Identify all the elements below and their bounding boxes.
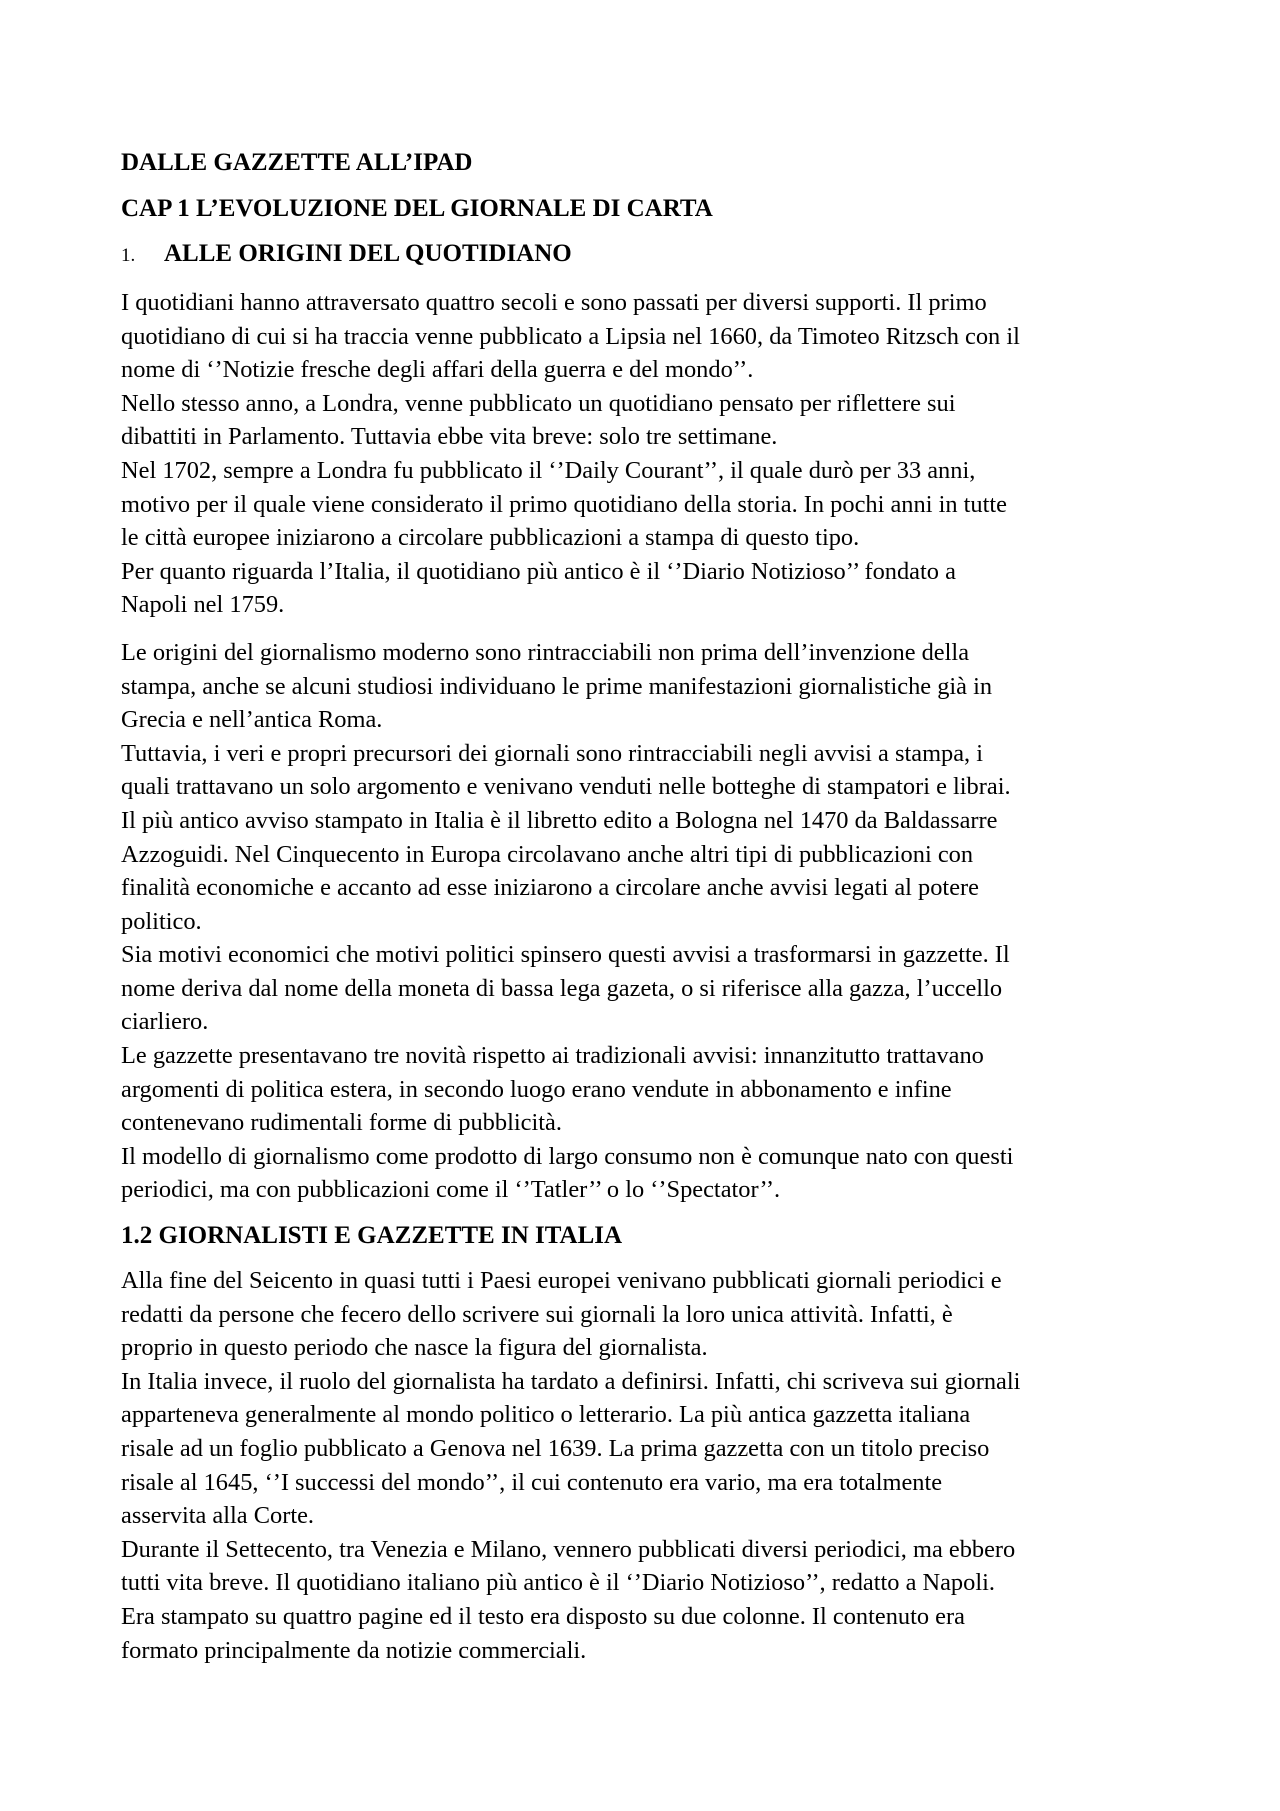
text-line: Per quanto riguarda l’Italia, il quotidiano più antico è il ‘’Diario Notizioso’’ fondato a <box>121 557 956 585</box>
text-line: dibattiti in Parlamento. Tuttavia ebbe vita breve: solo tre settimane. <box>121 423 778 451</box>
text-line: Sia motivi economici che motivi politici spinsero questi avvisi a trasformarsi in gazzette. Il <box>121 941 1010 969</box>
chapter-heading: CAP 1 L’EVOLUZIONE DEL GIORNALE DI CARTA <box>121 195 713 222</box>
text-line: apparteneva generalmente al mondo politico o letterario. La più antica gazzetta italiana <box>121 1401 971 1429</box>
text-line: Le origini del giornalismo moderno sono rintracciabili non prima dell’invenzione della <box>121 638 970 666</box>
text-line: motivo per il quale viene considerato il primo quotidiano della storia. In pochi anni in tutte <box>121 490 1007 518</box>
text-line: Le gazzette presentavano tre novità rispetto ai tradizionali avvisi: innanzitutto trattavano <box>121 1042 984 1070</box>
text-line: periodici, ma con pubblicazioni come il ‘’Tatler’’ o lo ‘’Spectator’’. <box>121 1176 781 1204</box>
text-line: risale ad un foglio pubblicato a Genova nel 1639. La prima gazzetta con un titolo preciso <box>121 1435 990 1462</box>
text-line: le città europee iniziarono a circolare pubblicazioni a stampa di questo tipo. <box>121 524 860 552</box>
text-line: Tuttavia, i veri e propri precursori dei giornali sono rintracciabili negli avvisi a stampa, i <box>121 739 984 767</box>
text-line: Napoli nel 1759. <box>121 591 285 619</box>
text-line: Era stampato su quattro pagine ed il testo era disposto su due colonne. Il contenuto era <box>121 1602 965 1630</box>
text-line: Alla fine del Seicento in quasi tutti i Paesi europei venivano pubblicati giornali periodici e <box>121 1267 1002 1295</box>
text-line: finalità economiche e accanto ad esse iniziarono a circolare anche avvisi legati al potere <box>121 874 979 902</box>
section-title: ALLE ORIGINI DEL QUOTIDIANO <box>164 240 572 267</box>
text-line: formato principalmente da notizie commerciali. <box>121 1636 587 1664</box>
text-line: quali trattavano un solo argomento e venivano venduti nelle botteghe di stampatori e librai. <box>121 773 1011 801</box>
text-line: In Italia invece, il ruolo del giornalista ha tardato a definirsi. Infatti, chi scriveva sui giornali <box>121 1367 1021 1395</box>
text-line: stampa, anche se alcuni studiosi individuano le prime manifestazioni giornalistiche già in <box>121 672 993 700</box>
paragraph-origins <box>121 286 1181 622</box>
text-line: proprio in questo periodo che nasce la figura del giornalista. <box>121 1334 708 1362</box>
text-line: argomenti di politica estera, in secondo luogo erano vendute in abbonamento e infine <box>121 1075 952 1103</box>
text-line: Il più antico avviso stampato in Italia è il libretto edito a Bologna nel 1470 da Baldassarre <box>121 806 998 834</box>
text-line: quotidiano di cui si ha traccia venne pubblicato a Lipsia nel 1660, da Timoteo Ritzsch con il <box>121 322 1020 350</box>
paragraph-italy <box>121 1264 1181 1667</box>
text-line: nome deriva dal nome della moneta di bassa lega gazeta, o si riferisce alla gazza, l’uccello <box>121 974 1003 1002</box>
text-line: risale al 1645, ‘’I successi del mondo’’, il cui contenuto era vario, ma era totalmente <box>121 1468 943 1496</box>
text-line: politico. <box>121 907 202 935</box>
text-line: tutti vita breve. Il quotidiano italiano più antico è il ‘’Diario Notizioso’’, redatto a Napoli. <box>121 1569 995 1597</box>
paragraph-precursors <box>121 636 1181 1207</box>
text-line: Nel 1702, sempre a Londra fu pubblicato il ‘’Daily Courant’’, il quale durò per 33 anni, <box>121 456 976 484</box>
text-line: Azzoguidi. Nel Cinquecento in Europa circolavano anche altri tipi di pubblicazioni con <box>121 840 974 868</box>
section-heading-2: 1.2 GIORNALISTI E GAZZETTE IN ITALIA <box>121 1222 623 1250</box>
document-page <box>121 148 1181 1667</box>
section-number: 1. <box>121 245 136 266</box>
text-line: Il modello di giornalismo come prodotto di largo consumo non è comunque nato con questi <box>121 1142 1014 1170</box>
text-line: nome di ‘’Notizie fresche degli affari della guerra e del mondo’’. <box>121 356 754 384</box>
text-line: redatti da persone che fecero dello scrivere sui giornali la loro unica attività. Infatti, è <box>121 1300 953 1328</box>
text-line: asservita alla Corte. <box>121 1502 315 1530</box>
text-line: Nello stesso anno, a Londra, venne pubblicato un quotidiano pensato per riflettere sui <box>121 389 956 417</box>
text-line: contenevano rudimentali forme di pubblicità. <box>121 1109 562 1137</box>
text-line: Grecia e nell’antica Roma. <box>121 706 383 734</box>
text-line: I quotidiani hanno attraversato quattro secoli e sono passati per diversi supporti. Il primo <box>121 289 987 316</box>
text-line: Durante il Settecento, tra Venezia e Milano, vennero pubblicati diversi periodici, ma ebbero <box>121 1535 1016 1563</box>
document-title: DALLE GAZZETTE ALL’IPAD <box>121 149 473 176</box>
text-line: ciarliero. <box>121 1008 209 1036</box>
section-heading-1 <box>121 239 1181 270</box>
